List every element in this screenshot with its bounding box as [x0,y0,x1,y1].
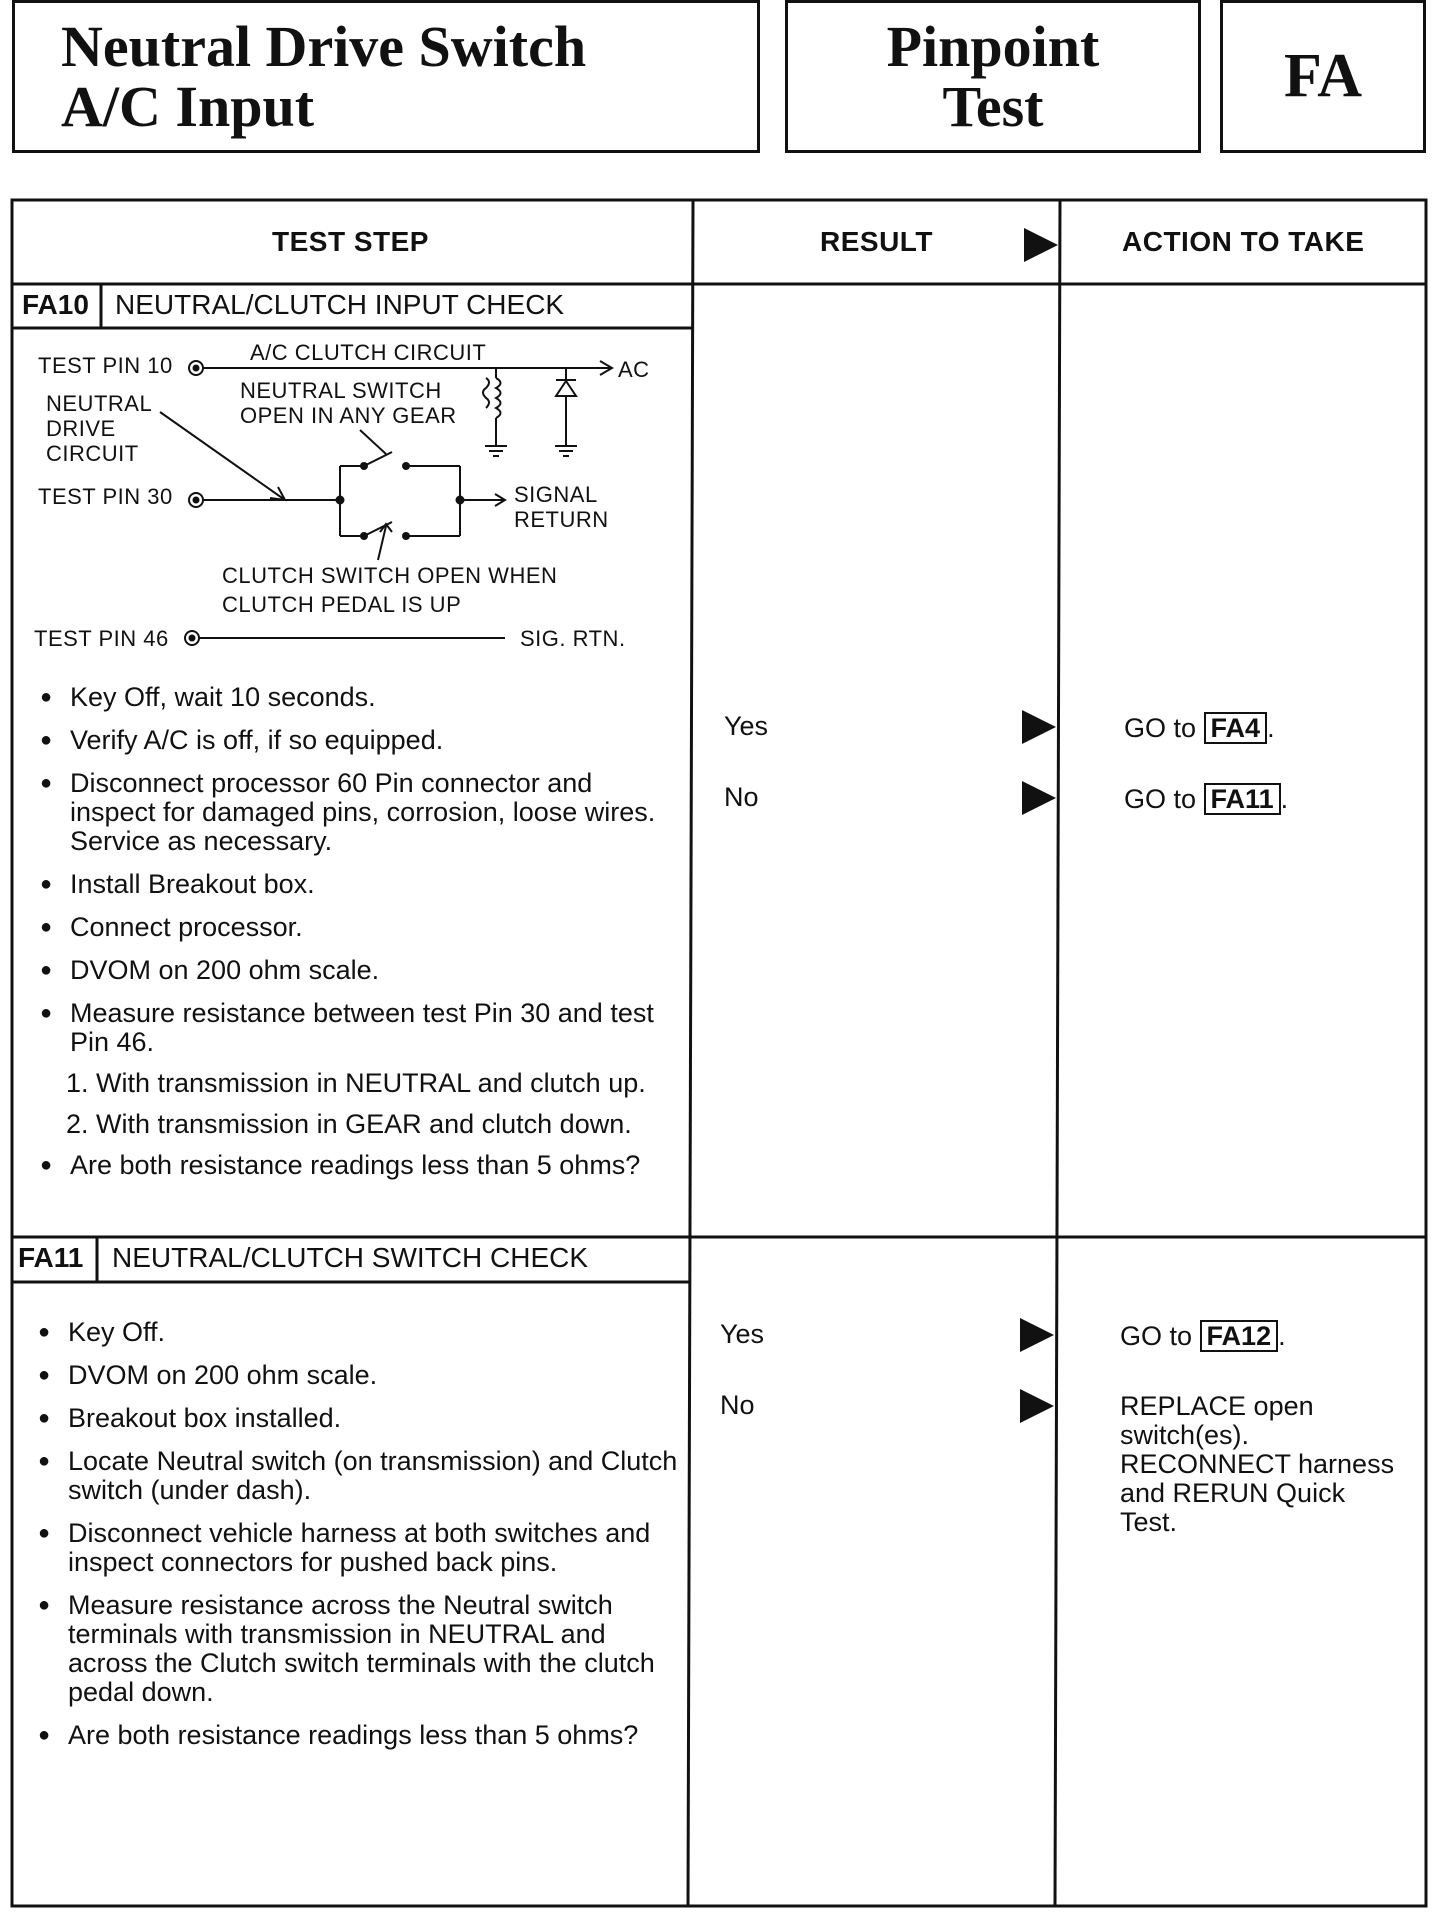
fa10-result-no: No [724,782,759,812]
list-item: 1. With transmission in NEUTRAL and clutch up. [66,1068,646,1098]
result-arrow-icon [1022,781,1056,815]
test-type: Pinpoint Test [886,14,1100,139]
diagram-label-neutral-switch: NEUTRAL SWITCH OPEN IN ANY GEAR [240,378,457,428]
step-title-fa10: NEUTRAL/CLUTCH INPUT CHECK [115,289,565,320]
page-title: Neutral Drive Switch A/C Input [61,14,587,139]
step-ref-link[interactable]: FA11 [1204,783,1281,815]
diagram-label-ac-clutch: A/C CLUTCH CIRCUIT [250,340,487,365]
diagram-label-sig-rtn: SIG. RTN. [520,626,626,651]
step-id-fa10: FA10 [22,289,89,320]
list-item: ● DVOM on 200 ohm scale. [38,1361,678,1390]
result-arrow-icon [1024,228,1058,262]
list-item: ● Are both resistance readings less than 5 ohms? [38,1721,678,1750]
list-item: ● Breakout box installed. [38,1404,678,1433]
result-arrow-icon [1022,710,1056,744]
step-ref-link[interactable]: FA4 [1204,712,1268,744]
fa10-result-yes: Yes [724,711,769,741]
step-title-fa11: NEUTRAL/CLUTCH SWITCH CHECK [112,1242,589,1273]
result-arrow-icon [1020,1318,1054,1352]
col-header-test-step: TEST STEP [272,226,429,257]
list-item: ● Disconnect processor 60 Pin connector and inspect for damaged pins, corrosion, loose wires. Service as necessary. [40,769,680,856]
diagram-label-pin30: TEST PIN 30 [38,484,173,509]
list-item: ● DVOM on 200 ohm scale. [40,956,680,985]
fa11-action-no: REPLACE open switch(es). RECONNECT harness and RERUN Quick Test. [1120,1391,1395,1537]
col-divider-1 [688,200,693,1906]
fa11-action-yes: GO to FA12 . [1120,1321,1286,1351]
step-id-fa11: FA11 [18,1242,84,1273]
fa10-action-yes: GO to FA4 . [1124,713,1275,743]
result-arrow-icon [1020,1389,1054,1423]
list-item: 2. With transmission in GEAR and clutch down. [66,1109,632,1139]
list-item: ● Are both resistance readings less than 5 ohms? [40,1151,680,1180]
diagram-label-neutral-drive: NEUTRAL DRIVE CIRCUIT [46,391,153,466]
fa10-action-no: GO to FA11 . [1124,784,1289,814]
list-item: ● Key Off, wait 10 seconds. [40,683,680,712]
fa11-instructions [38,1318,678,1750]
diagram-label-pin10: TEST PIN 10 [38,353,173,378]
fa11-result-yes: Yes [720,1319,765,1349]
diagram-label-ac: AC [618,357,650,382]
diagram-label-signal-return: SIGNAL RETURN [514,482,609,532]
list-item: ● Install Breakout box. [40,870,680,899]
diagram-label-clutch-switch: CLUTCH SWITCH OPEN WHEN CLUTCH PEDAL IS UP [222,563,558,617]
col-header-action: ACTION TO TAKE [1122,226,1365,257]
step-ref-link[interactable]: FA12 [1200,1320,1279,1352]
list-item: ● Measure resistance across the Neutral switch terminals with transmission in NEUTRAL and across the Clutch switch terminals with the clutch pedal down. [38,1591,678,1707]
list-item: ● Disconnect vehicle harness at both switches and inspect connectors for pushed back pins. [38,1519,678,1577]
diagram-label-pin46: TEST PIN 46 [34,626,169,651]
fa10-instructions [40,683,680,1180]
list-item: ● Measure resistance between test Pin 30 and test Pin 46. [40,999,680,1057]
list-item: ● Locate Neutral switch (on transmission) and Clutch switch (under dash). [38,1447,678,1505]
col-header-result: RESULT [820,226,933,257]
fa11-result-no: No [720,1390,755,1420]
list-item: ● Verify A/C is off, if so equipped. [40,726,680,755]
list-item: ● Key Off. [38,1318,678,1347]
test-code: FA [1283,42,1363,110]
list-item: ● Connect processor. [40,913,680,942]
col-divider-2 [1055,200,1060,1906]
